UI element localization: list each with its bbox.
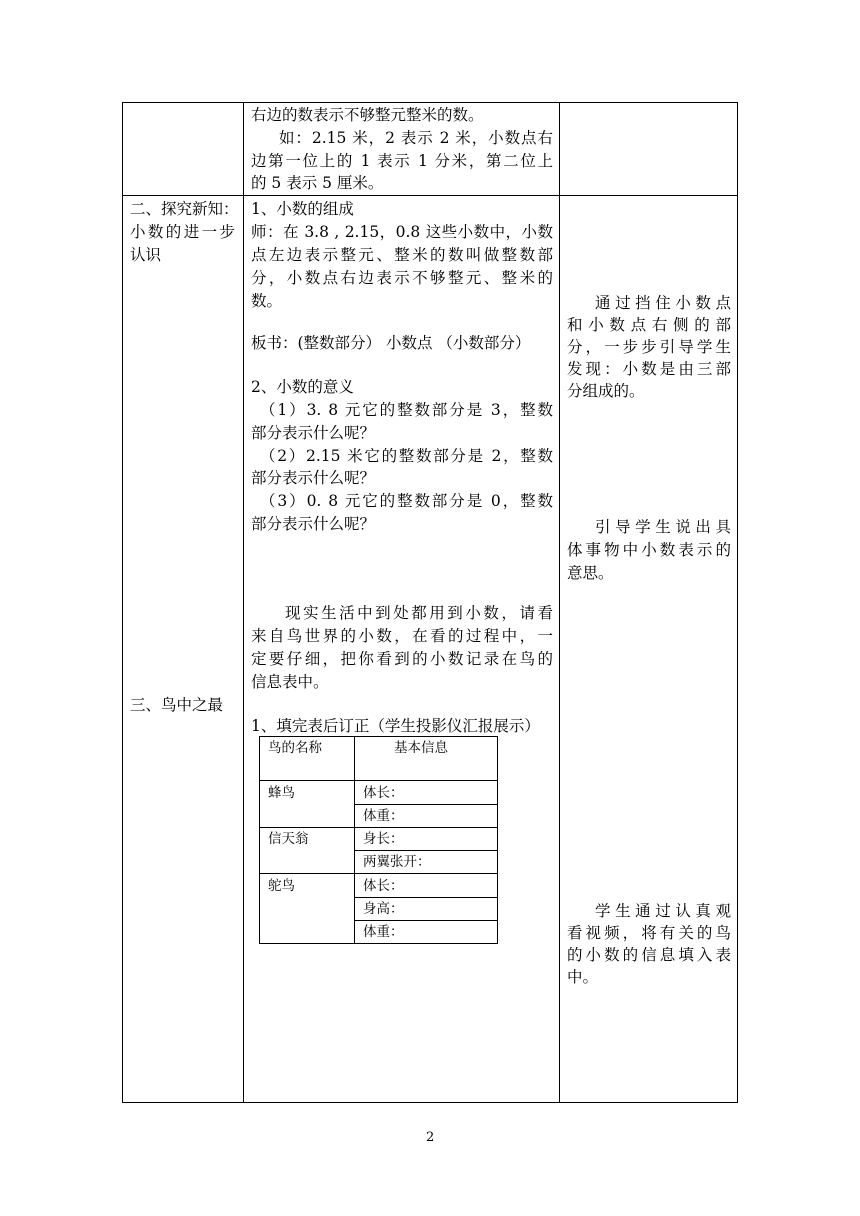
table-right-border [737, 102, 738, 1103]
section2-title-2: 小数的进一步 [130, 223, 235, 241]
table-bottom-border [122, 1102, 738, 1103]
note1-line-1: 通过挡住小数点 [595, 294, 731, 312]
bird-field: 体重： [363, 924, 404, 940]
composition-heading: 1、小数的组成 [251, 200, 354, 218]
meaning-line-5: （3）0. 8 元它的整数部分是 0，整数 [260, 492, 553, 510]
meaning-line-6: 部分表示什么呢？ [251, 515, 376, 533]
note3-line-1: 学生通过认真观 [595, 902, 731, 920]
section3-title: 三、鸟中之最 [130, 696, 224, 714]
composition-text-4: 数。 [251, 292, 283, 310]
note3-line-3: 的小数的信息填入表 [567, 946, 731, 964]
table-top-border [122, 102, 738, 103]
bird-name: 蜂鸟 [268, 785, 295, 801]
fill-table-heading: 1、填完表后订正（学生投影仪汇报展示） [251, 717, 540, 735]
top-text-3: 边第一位上的 1 表示 1 分米，第二位上 [251, 152, 553, 170]
bird-name: 信天翁 [268, 831, 309, 847]
bird-table-border-top [259, 736, 498, 737]
bird-field: 体长： [363, 878, 404, 894]
note2-line-1: 引导学生说出具 [595, 518, 731, 536]
bird-table-col-divider [354, 736, 355, 944]
note2-line-2: 体事物中小数表示的 [567, 541, 731, 559]
note3-line-4: 中。 [567, 968, 599, 986]
bird-table-row-line [354, 920, 498, 921]
life-text-1: 现实生活中到处都用到小数，请看 [285, 604, 553, 622]
bird-table-row-line [354, 850, 498, 851]
table-row-divider [122, 195, 738, 196]
note1-line-4: 发现：小数是由三部 [567, 360, 731, 378]
bird-field: 身长： [363, 831, 404, 847]
meaning-line-2: 部分表示什么呢？ [251, 424, 376, 442]
note3-line-2: 看视频，将有关的鸟 [567, 924, 731, 942]
meaning-line-1: （1）3. 8 元它的整数部分是 3，整数 [260, 401, 553, 419]
bird-table-header-info: 基本信息 [394, 740, 448, 756]
bird-table-border-right [497, 736, 498, 944]
section2-title-1: 二、探究新知： [130, 200, 239, 218]
bird-table-border-left [259, 736, 260, 944]
board-writing: 板书：(整数部分） 小数点 （小数部分） [251, 334, 531, 352]
page-number: 2 [426, 1130, 435, 1145]
bird-table-header-name: 鸟的名称 [268, 740, 322, 756]
note2-line-3: 意思。 [567, 564, 614, 582]
top-text-4: 的 5 表示 5 厘米。 [251, 174, 384, 192]
note1-line-3: 分，一步步引导学生 [567, 338, 731, 356]
meaning-line-4: 部分表示什么呢？ [251, 469, 376, 487]
note1-line-5: 分组成的。 [567, 382, 645, 400]
bird-table-row-line [259, 873, 498, 874]
life-text-4: 信息表中。 [251, 673, 329, 691]
bird-name: 鸵鸟 [268, 878, 295, 894]
bird-table-row-line [354, 897, 498, 898]
life-text-3: 定要仔细，把你看到的小数记录在鸟的 [251, 650, 553, 668]
bird-table-row-line [354, 804, 498, 805]
section2-title-3: 认识 [130, 246, 162, 264]
composition-text-3: 分，小数点右边表示不够整元、整米的 [251, 269, 553, 287]
top-text-2: 如：2.15 米，2 表示 2 米，小数点右 [279, 129, 553, 147]
meaning-heading: 2、小数的意义 [251, 378, 354, 396]
bird-field: 两翼张开： [363, 854, 431, 870]
top-text-1: 右边的数表示不够整元整米的数。 [251, 106, 484, 124]
bird-table-border-bottom [259, 943, 498, 944]
bird-field: 体重： [363, 808, 404, 824]
bird-field: 身高： [363, 901, 404, 917]
life-text-2: 来自鸟世界的小数，在看的过程中，一 [251, 627, 553, 645]
table-col-divider-1 [243, 102, 244, 1103]
note1-line-2: 和小数点右侧的部 [567, 316, 731, 334]
meaning-line-3: （2）2.15 米它的整数部分是 2，整数 [260, 447, 553, 465]
composition-text-1: 师：在 3.8 , 2.15，0.8 这些小数中，小数 [251, 223, 553, 241]
composition-text-2: 点左边表示整元、整米的数叫做整数部 [251, 246, 553, 264]
bird-table-row-line [259, 780, 498, 781]
bird-field: 体长： [363, 785, 404, 801]
table-col-divider-2 [559, 102, 560, 1103]
bird-table-row-line [259, 827, 498, 828]
table-left-border [122, 102, 123, 1103]
